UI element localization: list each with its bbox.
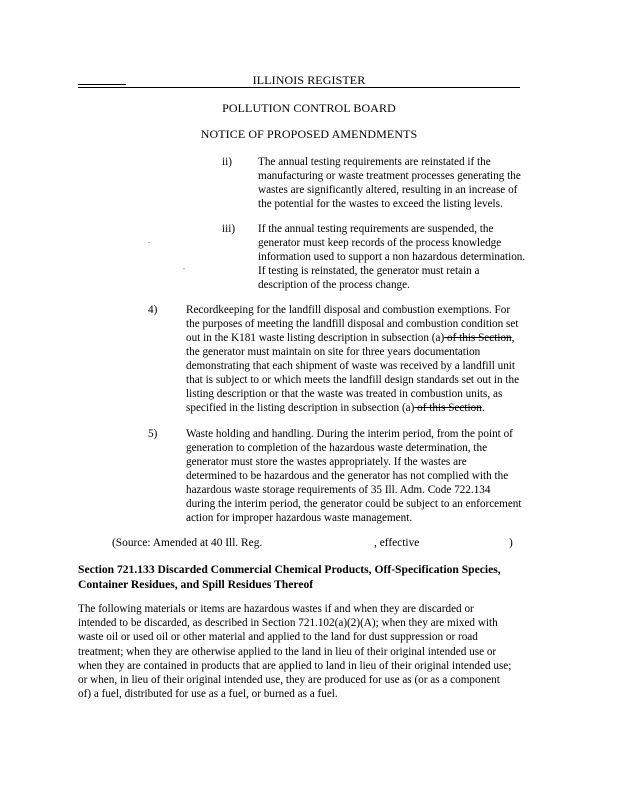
source-note-effective: , effective [374,537,420,549]
item-5-line: action for improper hazardous waste management. [186,512,413,524]
item-4-line: the purposes of meeting the landfill disposal and combustion condition set [186,318,519,330]
item-5-line: determined to be hazardous and the generator has not complied with the [186,470,509,482]
body-line: The following materials or items are hazardous wastes if and when they are discarded or [78,603,474,615]
body-line: of) a fuel, distributed for use as a fuel, or burned as a fuel. [78,688,338,701]
item-5-text [186,427,546,525]
section-heading-line: Container Residues, and Spill Residues Thereof [78,578,314,591]
item-4-marker: 4) [148,304,158,316]
margin-speck: . [183,262,185,271]
item-iii-line: If testing is reinstated, the generator must retain a [258,265,480,277]
item-iii-line: If the annual testing requirements are suspended, the [258,223,494,235]
item-5-line: during the interim period, the generator could be subject to an enforcement [186,498,522,510]
item-4-text [186,303,546,415]
item-4-line: listing description or that the waste was treated in combustion units, as [186,388,503,400]
item-5-line: generator must store the wastes appropriately. If the wastes are [186,456,467,468]
item-4-line: that is subject to or which meets the landfill design standards set out in the [186,374,520,386]
board-title: POLLUTION CONTROL BOARD [222,101,396,115]
body-line: when they are contained in products that are applied to land in lieu of their original intended use; [78,659,512,672]
item-4-line-with-strike: specified in the listing description in subsection (a) of this Section. [186,402,485,414]
margin-speck: . [148,236,150,245]
deleted-text: of this Section [444,332,512,344]
deleted-text: of this Section [414,402,482,414]
source-note-close: ) [509,537,513,549]
item-5-line: hazardous waste storage requirements of 35 Ill. Adm. Code 722.134 [186,484,491,496]
item-ii-line: manufacturing or waste treatment processes generating the [258,170,521,182]
item-5-line: Waste holding and handling. During the interim period, from the point of [186,428,513,440]
body-line: intended to be discarded, as described in Section 721.102(a)(2)(A); when they are mixed with [78,617,498,630]
item-ii-line: wastes are significantly altered, resulting in an increase of [258,184,518,196]
body-line: treatment; when they are otherwise applied to the land in lieu of their original intended use or [78,645,497,658]
section-heading-line: Section 721.133 Discarded Commercial Chemical Products, Off-Specification Species, [78,563,501,576]
item-ii-line: the potential for the wastes to exceed the listing levels. [258,198,503,210]
item-iii-line: description of the process change. [258,279,410,291]
section-body-paragraph [78,602,533,701]
source-note-open: (Source: Amended at 40 Ill. Reg. [112,537,263,549]
section-heading [78,562,538,592]
notice-title: NOTICE OF PROPOSED AMENDMENTS [200,127,418,141]
body-line: waste oil or used oil or other material and applied to the land for dust suppression or road [78,631,478,644]
item-4-line-with-strike: out in the K181 waste listing description in subsection (a) of this Section, [186,332,515,344]
item-ii-text [258,155,548,211]
item-4-line: demonstrating that each shipment of waste was received by a landfill unit [186,360,515,372]
body-line: or when, in lieu of their original intended use, they are produced for use as (or as a component [78,674,500,687]
item-iii-marker: iii) [222,223,236,235]
item-5-line: generation to completion of the hazardous waste determination, the [186,442,488,454]
item-4-line: the generator must maintain on site for three years documentation [186,346,481,358]
item-4-line: Recordkeeping for the landfill disposal and combustion exemptions. For [186,304,511,316]
item-5-marker: 5) [148,428,158,440]
item-ii-line: The annual testing requirements are reinstated if the [258,156,491,168]
item-iii-line: generator must keep records of the process knowledge [258,237,502,249]
item-iii-line: information used to support a non hazardous determination. [258,251,526,263]
item-iii-text [258,222,548,292]
register-title: ILLINOIS REGISTER [252,73,366,87]
item-ii-marker: ii) [222,156,232,168]
